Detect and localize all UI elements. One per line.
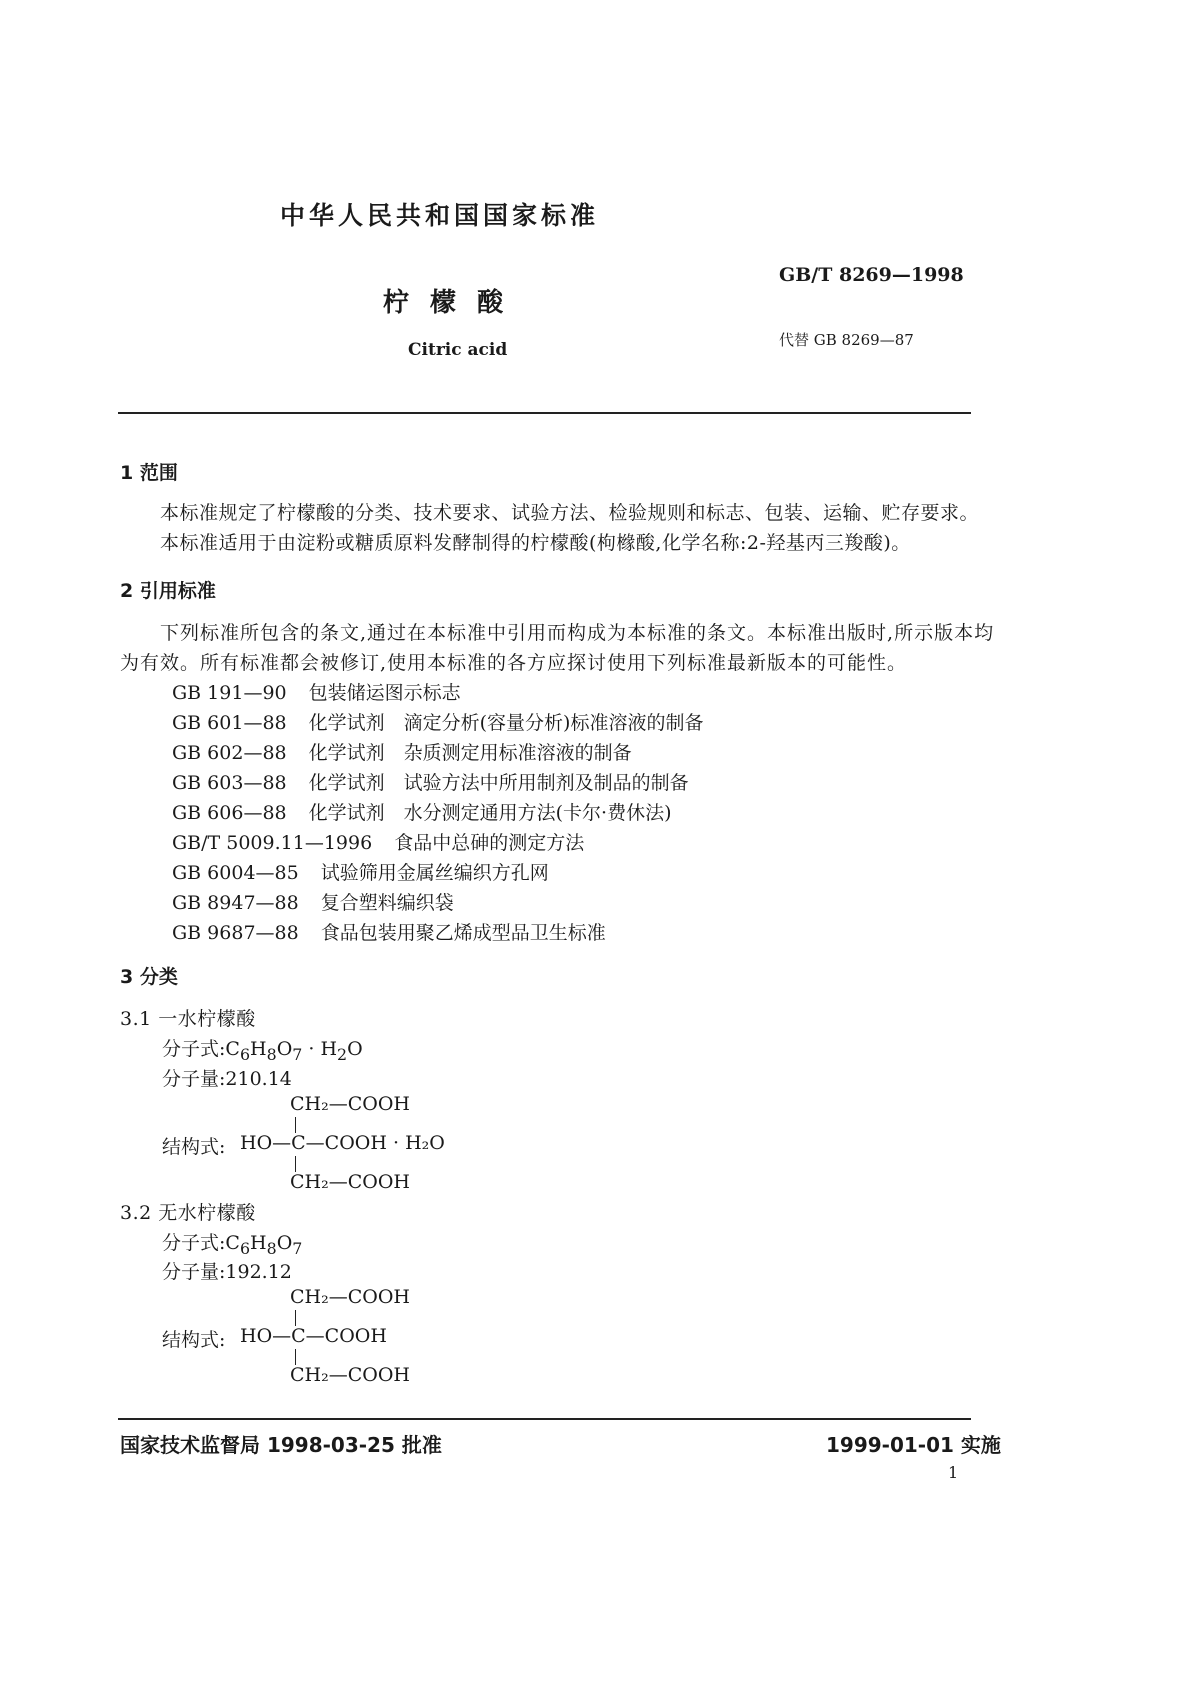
monohydrate-struct-top: CH₂—COOH (290, 1093, 410, 1115)
reference-item (172, 678, 461, 705)
reference-title: 化学试剂 滴定分析(容量分析)标准溶液的制备 (308, 712, 704, 734)
section-1-heading: 1 范围 (120, 462, 178, 484)
reference-title: 食品包装用聚乙烯成型品卫生标准 (320, 922, 606, 944)
anhydrous-struct-middle: HO—C—COOH (240, 1325, 387, 1347)
replaces-standard: 代替 GB 8269—87 (779, 331, 914, 349)
standard-number: GB/T 8269—1998 (779, 264, 964, 286)
subsection-3-1-heading: 3.1 一水柠檬酸 (120, 1008, 256, 1030)
reference-code: GB 602—88 (172, 742, 287, 764)
page-number: 1 (948, 1463, 959, 1482)
reference-item (172, 708, 703, 735)
section-3-heading: 3 分类 (120, 966, 178, 988)
footer-divider (118, 1418, 971, 1420)
bond-line (295, 1156, 296, 1172)
reference-code: GB 191—90 (172, 682, 287, 704)
reference-item (172, 828, 584, 855)
reference-title: 化学试剂 水分测定通用方法(卡尔·费休法) (308, 802, 672, 824)
reference-code: GB 9687—88 (172, 922, 299, 944)
reference-code: GB/T 5009.11—1996 (172, 832, 373, 854)
reference-title: 包装储运图示标志 (308, 682, 461, 704)
monohydrate-molecular-mass: 分子量:210.14 (162, 1068, 292, 1090)
anhydrous-struct-label: 结构式: (162, 1329, 226, 1351)
references-intro-line-2: 为有效。所有标准都会被修订,使用本标准的各方应探讨使用下列标准最新版本的可能性。 (120, 652, 908, 674)
reference-item (172, 858, 549, 885)
reference-title: 试验筛用金属丝编织方孔网 (320, 862, 549, 884)
approval-date: 国家技术监督局 1998-03-25 批准 (120, 1433, 442, 1457)
reference-title: 食品中总砷的测定方法 (394, 832, 585, 854)
reference-code: GB 6004—85 (172, 862, 299, 884)
anhydrous-struct-bottom: CH₂—COOH (290, 1364, 410, 1386)
reference-item (172, 888, 454, 915)
references-intro-line-1: 下列标准所包含的条文,通过在本标准中引用而构成为本标准的条文。本标准出版时,所示版本均 (160, 622, 995, 644)
formula-value: $C_6H_8O_7 \cdot H_2O$ (225, 1038, 363, 1064)
reference-code: GB 606—88 (172, 802, 287, 824)
reference-title: 化学试剂 试验方法中所用制剂及制品的制备 (308, 772, 689, 794)
reference-code: GB 8947—88 (172, 892, 299, 914)
formula-value: $C_6H_8O_7$ (225, 1232, 303, 1258)
subsection-3-2-heading: 3.2 无水柠檬酸 (120, 1202, 256, 1224)
anhydrous-formula (162, 1228, 302, 1258)
section-2-heading: 2 引用标准 (120, 580, 216, 602)
formula-label: 分子式: (162, 1232, 226, 1254)
national-standard-title: 中华人民共和国国家标准 (280, 201, 600, 230)
header-divider (118, 412, 971, 414)
document-title-cn: 柠 檬 酸 (383, 288, 510, 318)
bond-line (295, 1117, 296, 1133)
anhydrous-molecular-mass: 分子量:192.12 (162, 1261, 292, 1283)
scope-paragraph-2: 本标准适用于由淀粉或糖质原料发酵制得的柠檬酸(枸橼酸,化学名称:2-羟基丙三羧酸)。 (160, 532, 911, 554)
reference-code: GB 601—88 (172, 712, 287, 734)
reference-item (172, 918, 606, 945)
reference-item (172, 738, 632, 765)
reference-item (172, 798, 672, 825)
monohydrate-struct-bottom: CH₂—COOH (290, 1171, 410, 1193)
scope-paragraph-1: 本标准规定了柠檬酸的分类、技术要求、试验方法、检验规则和标志、包装、运输、贮存要求。 (160, 502, 980, 524)
reference-title: 化学试剂 杂质测定用标准溶液的制备 (308, 742, 632, 764)
monohydrate-struct-middle: HO—C—COOH · H₂O (240, 1132, 445, 1154)
formula-label: 分子式: (162, 1038, 226, 1060)
bond-line (295, 1349, 296, 1365)
reference-item (172, 768, 689, 795)
document-title-en: Citric acid (408, 340, 508, 360)
effective-date: 1999-01-01 实施 (826, 1433, 1001, 1457)
monohydrate-struct-label: 结构式: (162, 1136, 226, 1158)
monohydrate-formula (162, 1034, 363, 1064)
reference-title: 复合塑料编织袋 (320, 892, 454, 914)
bond-line (295, 1310, 296, 1326)
reference-code: GB 603—88 (172, 772, 287, 794)
anhydrous-struct-top: CH₂—COOH (290, 1286, 410, 1308)
